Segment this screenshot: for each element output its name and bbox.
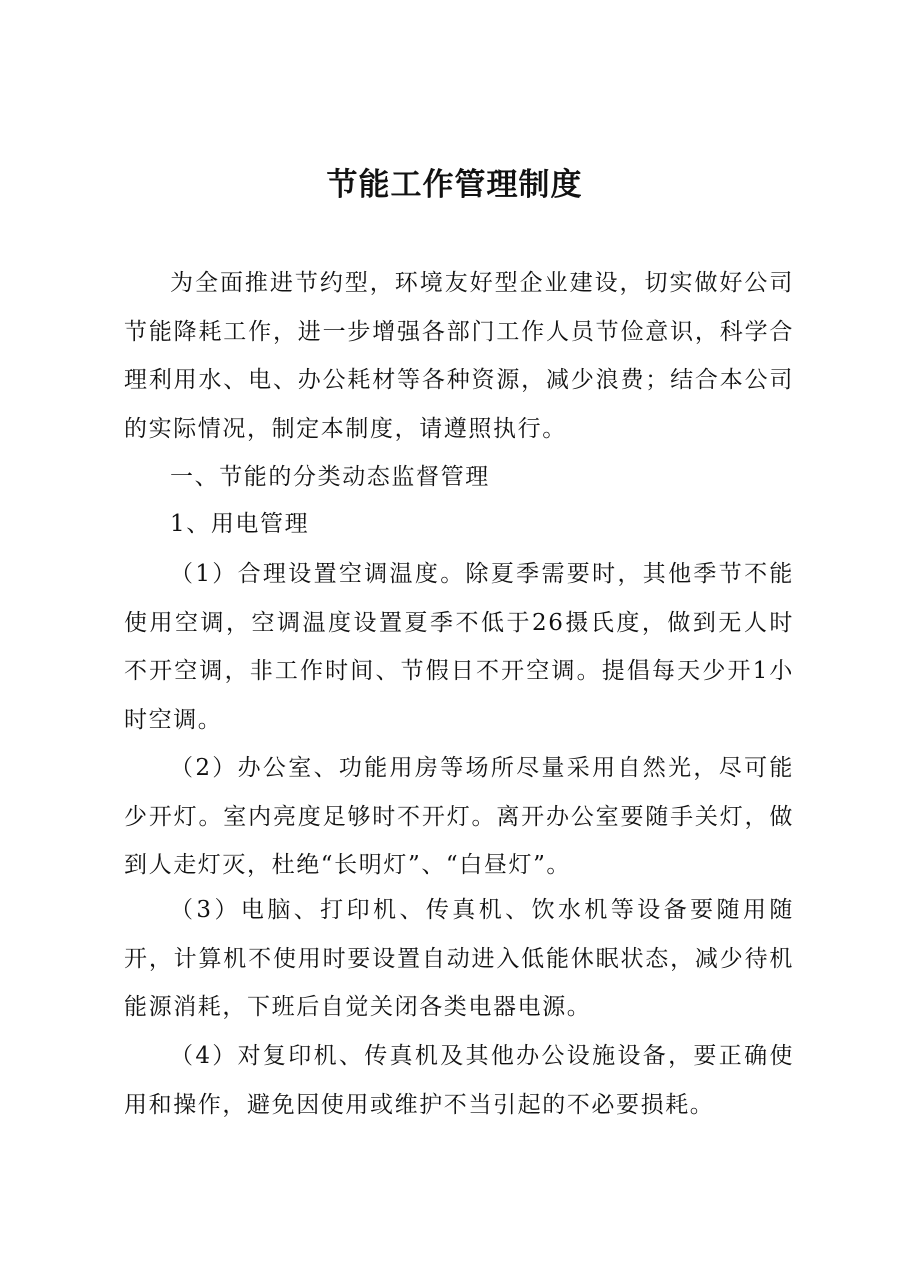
paragraph: 为全面推进节约型，环境友好型企业建设，切实做好公司节能降耗工作，进一步增强各部门工作人员节俭意识，科学合理利用水、电、办公耗材等各种资源，减少浪费；结合本公司的实际情况，制定本制度，请遵照执行。 <box>124 270 794 442</box>
item-4-block <box>124 1032 794 1129</box>
item-1-block <box>124 550 794 744</box>
document-title: 节能工作管理制度 <box>326 167 583 203</box>
subsection-heading-block <box>124 500 794 549</box>
list-item-paragraph: （2）办公室、功能用房等场所尽量采用自然光，尽可能少开灯。室内亮度足够时不开灯。离开办公室要随手关灯，做到人走灯灭，杜绝“长明灯”、“白昼灯”。 <box>124 755 794 878</box>
list-item-paragraph: （3）电脑、打印机、传真机、饮水机等设备要随用随开，计算机不使用时要设置自动进入低能休眠状态，减少待机能源消耗，下班后自觉关闭各类电器电源。 <box>124 897 794 1020</box>
section-heading: 一、节能的分类动态监督管理 <box>170 464 490 490</box>
subsection-heading: 1、用电管理 <box>170 511 310 537</box>
item-2-block <box>124 744 794 890</box>
item-3-block <box>124 886 794 1032</box>
list-item-paragraph: （1）合理设置空调温度。除夏季需要时，其他季节不能使用空调，空调温度设置夏季不低于26摄氏度，做到无人时不开空调，非工作时间、节假日不开空调。提倡每天少开1小时空调。 <box>124 561 794 733</box>
section-heading-block <box>124 453 794 502</box>
intro-paragraph <box>124 259 794 453</box>
list-item-paragraph: （4）对复印机、传真机及其他办公设施设备，要正确使用和操作，避免因使用或维护不当引起的不必要损耗。 <box>124 1043 794 1118</box>
